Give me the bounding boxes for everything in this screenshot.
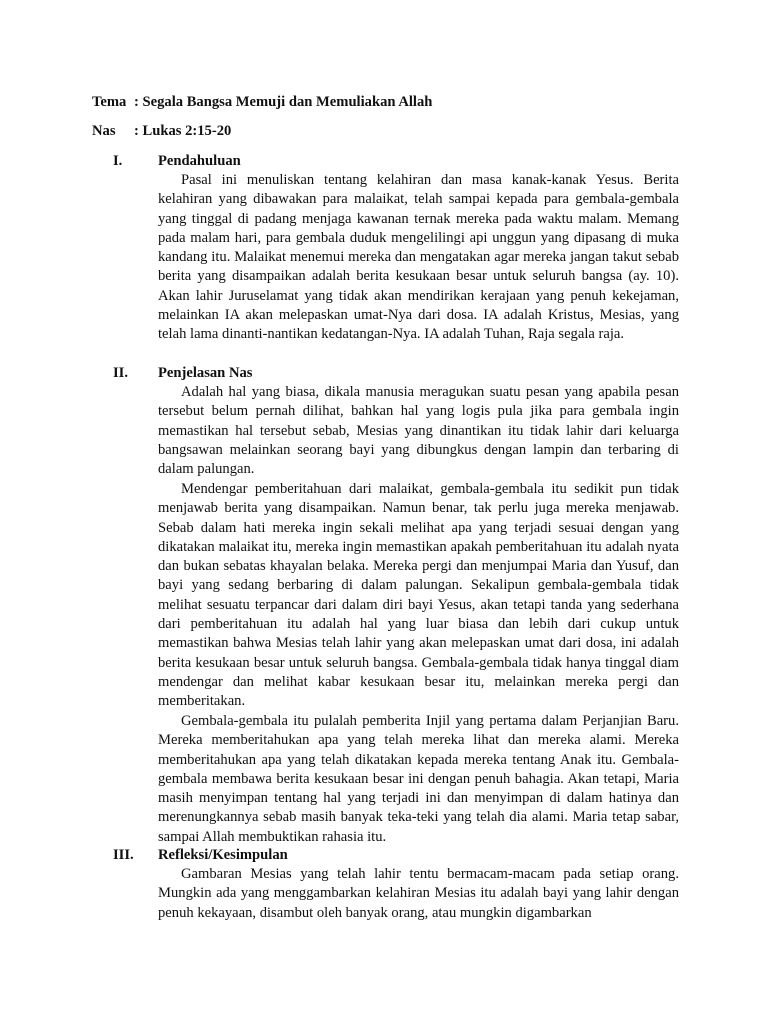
nas-label: Nas — [92, 123, 116, 139]
paragraph: Gambaran Mesias yang telah lahir tentu bermacam-macam pada setiap orang. Mungkin ada yang menggambarkan kelahiran Mesias itu adalah bayi yang lahir dengan penuh kekayaan, disambut oleh banyak orang, atau mungkin digambarkan — [158, 866, 679, 921]
section-title: Penjelasan Nas — [158, 365, 253, 381]
tema-line — [92, 93, 432, 112]
paragraph: Gembala-gembala itu pulalah pemberita Injil yang pertama dalam Perjanjian Baru. Mereka memberitahukan apa yang telah mereka lihat dan mereka alami. Mereka memberitahukan apa yang telah dikatakan kepada mereka tentang Anak itu. Gembala-gembala membawa berita kesukaan besar ini dengan penuh bahagia. Akan tetapi, Maria masih menyimpan tentang hal yang terjadi ini dan menyimpan di dalam hatinya dan merenungkannya sebab masih banyak teka-teki yang telah dia alami. Maria tetap sabar, sampai Allah membuktikan rahasia itu. — [158, 713, 679, 845]
section-title: Refleksi/Kesimpulan — [158, 847, 288, 863]
section-number: II. — [113, 365, 129, 381]
section-number: III. — [113, 847, 134, 863]
paragraph: Pasal ini menuliskan tentang kelahiran dan masa kanak-kanak Yesus. Berita kelahiran yang dibawakan para malaikat, telah sampai kepada para gembala-gembala yang tinggal di padang menjaga kawanan ternak mereka pada waktu malam. Memang pada malam hari, para gembala duduk mengelilingi api unggun yang dipasang di muka kandang itu. Malaikat menemui mereka dan mengatakan agar mereka jangan takut sebab berita yang disampaikan adalah berita kesukaan besar untuk seluruh bangsa (ay. 10). Akan lahir Juruselamat yang tidak akan mendirikan kerajaan yang penuh kekejaman, melainkan IA akan melepaskan umat-Nya dari dosa. IA adalah Kristus, Mesias, yang telah lama dinanti-nantikan kedatangan-Nya. IA adalah Tuhan, Raja segala raja. — [158, 172, 679, 343]
section-title: Pendahuluan — [158, 153, 241, 169]
tema-value: : Segala Bangsa Memuji dan Memuliakan Allah — [134, 94, 433, 110]
section-number: I. — [113, 153, 123, 169]
paragraph: Mendengar pemberitahuan dari malaikat, gembala-gembala itu sedikit pun tidak menjawab berita yang disampaikan. Namun benar, tak perlu juga mereka menjawab. Sebab dalam hati mereka ingin sekali melihat apa yang terjadi sesuai dengan yang dikatakan malaikat itu, mereka ingin memastikan apakah pemberitahuan itu adalah nyata dan bukan sebatas khayalan belaka. Mereka pergi dan menjumpai Maria dan Yusuf, dan bayi yang sedang berbaring di dalam palungan. Sekalipun gembala-gembala tidak melihat sesuatu terpancar dari dalam diri bayi Yesus, akan tetapi tanda yang sederhana dari pemberitahuan itu adalah hal yang luar biasa dan lebih dari cukup untuk memastikan bahwa Mesias telah lahir yang akan melepaskan umat dari dosa, ini adalah berita kesukaan besar untuk seluruh bangsa. Gembala-gembala tidak hanya tinggal diam mendengar dan melihat kabar kesukaan besar itu, melainkan mereka pergi dan memberitakan. — [158, 481, 679, 710]
nas-value: : Lukas 2:15-20 — [134, 123, 232, 139]
tema-label: Tema — [92, 94, 127, 110]
nas-line — [92, 122, 231, 141]
paragraph: Adalah hal yang biasa, dikala manusia meragukan suatu pesan yang apabila pesan tersebut belum pernah dilihat, bahkan hal yang logis pula jika para gembala ingin memastikan hal tersebut sebab, Mesias yang dinantikan itu tidak lahir dari keluarga bangsawan melainkan seorang bayi yang dibungkus dengan lampin dan terbaring di dalam palungan. — [158, 384, 679, 478]
